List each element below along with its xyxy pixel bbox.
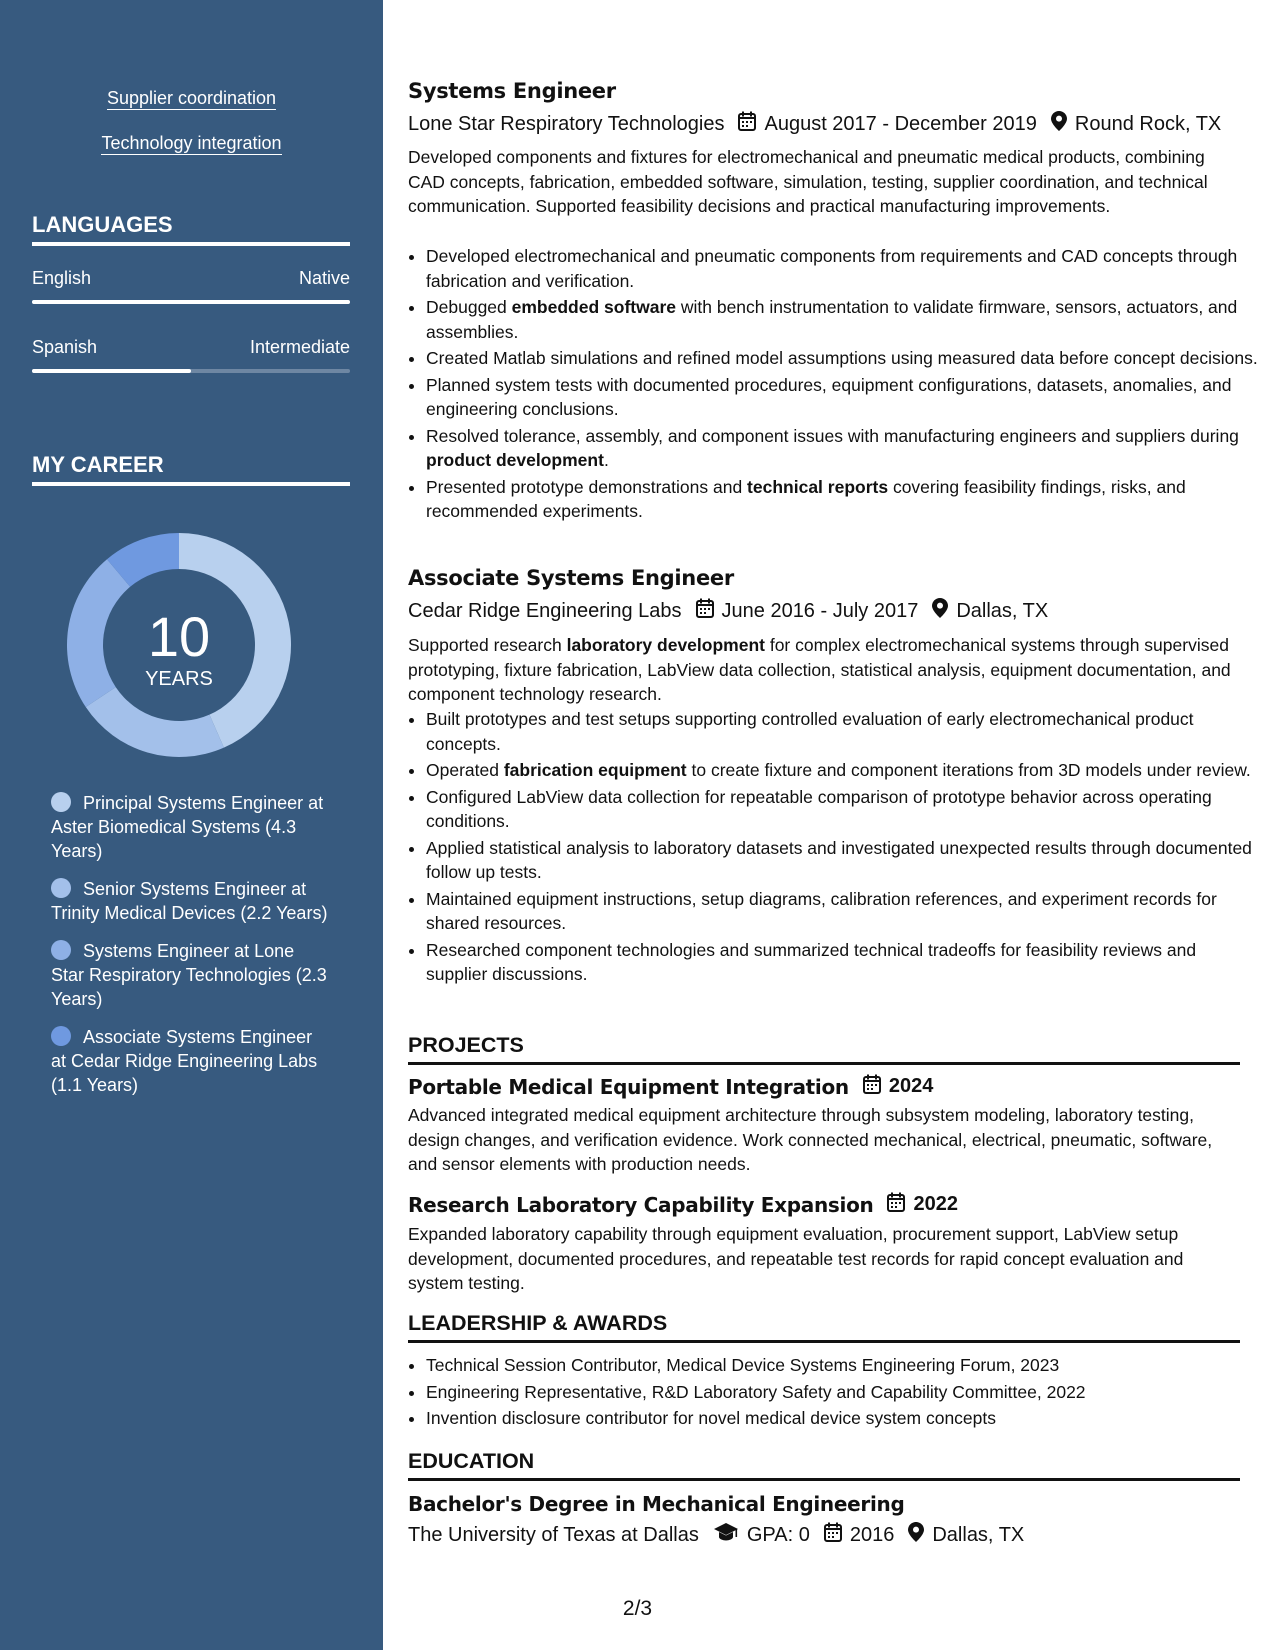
job-location: Dallas, TX — [956, 599, 1049, 622]
career-legend-label: Systems Engineer at Lone Star Respiratory Technologies (2.3 Years) — [51, 941, 327, 1009]
job-bullet: • Presented prototype demonstrations and technical reports covering feasibility findings, risks, and recommended experiments. — [426, 475, 1258, 524]
graduation-cap-icon — [713, 1522, 739, 1548]
job-bullet: • Created Matlab simulations and refined model assumptions using measured data before concept decisions. — [426, 346, 1258, 371]
leadership-list — [408, 1353, 1258, 1433]
donut-segment — [67, 559, 130, 707]
job-bullet: • Resolved tolerance, assembly, and component issues with manufacturing engineers and suppliers during product development. — [426, 424, 1258, 473]
job-location: Round Rock, TX — [1074, 112, 1222, 135]
job-bullet: • Built prototypes and test setups supporting controlled evaluation of early electromechanical product concepts. — [426, 707, 1258, 756]
project-title-row — [408, 1074, 933, 1099]
education-heading: EDUCATION — [408, 1449, 1240, 1481]
career-heading: MY CAREER — [32, 452, 350, 486]
job-bullet: • Operated fabrication equipment to create fixture and component iterations from 3D models under review. — [426, 758, 1258, 783]
career-donut-chart — [57, 523, 301, 767]
project-title: Research Laboratory Capability Expansion — [408, 1192, 874, 1217]
language-row — [32, 337, 350, 358]
calendar-icon — [696, 598, 714, 624]
career-legend — [51, 791, 331, 1111]
job-meta — [408, 598, 1048, 624]
job-title: Associate Systems Engineer — [408, 566, 734, 590]
leadership-item: • Technical Session Contributor, Medical Device Systems Engineering Forum, 2023 — [426, 1353, 1258, 1378]
company-name: Cedar Ridge Engineering Labs — [408, 599, 682, 622]
job-bullet: • Planned system tests with documented procedures, equipment configurations, datasets, anomalies, and engineering conclusions. — [426, 373, 1258, 422]
map-pin-icon — [908, 1522, 924, 1548]
job-bullets — [408, 707, 1258, 989]
job-bullet: • Configured LabView data collection for repeatable comparison of prototype behavior across operating conditions. — [426, 785, 1258, 834]
job-summary: Supported research laboratory development for complex electromechanical systems through supervised prototyping, fixture fabrication, LabView data collection, statistical analysis, equipment documentation, and component technology research. — [408, 635, 1231, 704]
legend-dot — [51, 792, 71, 812]
language-name: English — [32, 268, 92, 288]
calendar-icon — [824, 1522, 842, 1548]
job-summary: Developed components and fixtures for electromechanical and pneumatic medical products, combining CAD concepts, fabrication, embedded software, simulation, testing, supplier coordination, and technical communication. Supported feasibility decisions and practical manufacturing improvements. — [408, 147, 1208, 216]
company-name: Lone Star Respiratory Technologies — [408, 112, 725, 135]
language-bar-fill — [32, 300, 350, 304]
job-dates: August 2017 - December 2019 — [764, 112, 1037, 135]
project-description: Expanded laboratory capability through equipment evaluation, procurement support, LabView setup development, documented procedures, and repeatable test records for rapid concept evaluation and system testing. — [408, 1224, 1184, 1293]
calendar-icon — [738, 111, 756, 137]
legend-dot — [51, 940, 71, 960]
job-bullet: • Debugged embedded software with bench instrumentation to validate firmware, sensors, actuators, and assemblies. — [426, 295, 1258, 344]
map-pin-icon — [932, 598, 948, 624]
calendar-icon — [887, 1192, 905, 1217]
job-bullet: • Researched component technologies and summarized technical tradeoffs for feasibility reviews and supplier discussions. — [426, 938, 1258, 987]
career-legend-label: Principal Systems Engineer at Aster Biomedical Systems (4.3 Years) — [51, 793, 324, 861]
language-name: Spanish — [32, 337, 98, 357]
job-dates: June 2016 - July 2017 — [721, 599, 919, 622]
leadership-heading: LEADERSHIP & AWARDS — [408, 1311, 1240, 1343]
skill-item — [0, 133, 383, 154]
job-bullet: • Maintained equipment instructions, setup diagrams, calibration references, and experiment records for shared resources. — [426, 887, 1258, 936]
language-bar-fill — [32, 369, 191, 373]
job-bullets — [408, 244, 1258, 526]
language-bar — [32, 369, 350, 373]
skill-label: Supplier coordination — [106, 88, 277, 108]
map-pin-icon — [1051, 111, 1067, 137]
sidebar — [0, 0, 383, 1650]
leadership-item: • Engineering Representative, R&D Laboratory Safety and Capability Committee, 2022 — [426, 1380, 1258, 1405]
legend-dot — [51, 1026, 71, 1046]
career-total: 10 — [147, 605, 211, 668]
career-legend-label: Associate Systems Engineer at Cedar Ridge Engineering Labs (1.1 Years) — [51, 1027, 318, 1095]
calendar-icon — [863, 1074, 881, 1099]
gpa: GPA: 0 — [746, 1523, 810, 1546]
legend-dot — [51, 878, 71, 898]
language-bar — [32, 300, 350, 304]
career-legend-item — [51, 1025, 331, 1097]
job-title: Systems Engineer — [408, 79, 616, 103]
page-number: 2/3 — [622, 1597, 653, 1620]
skill-item — [0, 88, 383, 109]
language-level: Native — [298, 268, 350, 288]
education-location: Dallas, TX — [932, 1523, 1025, 1546]
project-year: 2022 — [913, 1193, 958, 1215]
leadership-item: • Invention disclosure contributor for novel medical device system concepts — [426, 1406, 1258, 1431]
project-title-row — [408, 1192, 958, 1217]
degree-title: Bachelor's Degree in Mechanical Engineering — [408, 1492, 905, 1516]
project-description: Advanced integrated medical equipment architecture through subsystem modeling, laboratory testing, design changes, and verification evidence. Work connected mechanical, electrical, pneumatic, software, and sensor elements with production needs. — [408, 1105, 1213, 1174]
graduation-year: 2016 — [849, 1523, 895, 1546]
job-meta — [408, 111, 1221, 137]
donut-segment — [86, 687, 224, 757]
language-row — [32, 268, 350, 289]
job-bullet: • Developed electromechanical and pneumatic components from requirements and CAD concepts through fabrication and verification. — [426, 244, 1258, 293]
career-unit: YEARS — [145, 668, 213, 690]
projects-heading: PROJECTS — [408, 1033, 1240, 1065]
languages-heading: LANGUAGES — [32, 212, 350, 246]
career-legend-item — [51, 791, 331, 863]
career-legend-label: Senior Systems Engineer at Trinity Medical Devices (2.2 Years) — [51, 879, 328, 923]
job-bullet: • Applied statistical analysis to laboratory datasets and investigated unexpected results through documented follow up tests. — [426, 836, 1258, 885]
project-title: Portable Medical Equipment Integration — [408, 1074, 849, 1099]
skill-label: Technology integration — [101, 133, 282, 153]
project-year: 2024 — [888, 1075, 934, 1097]
career-legend-item — [51, 939, 331, 1011]
education-meta — [408, 1522, 1024, 1548]
career-legend-item — [51, 877, 331, 925]
language-level: Intermediate — [249, 337, 350, 357]
school-name: The University of Texas at Dallas — [408, 1523, 699, 1546]
